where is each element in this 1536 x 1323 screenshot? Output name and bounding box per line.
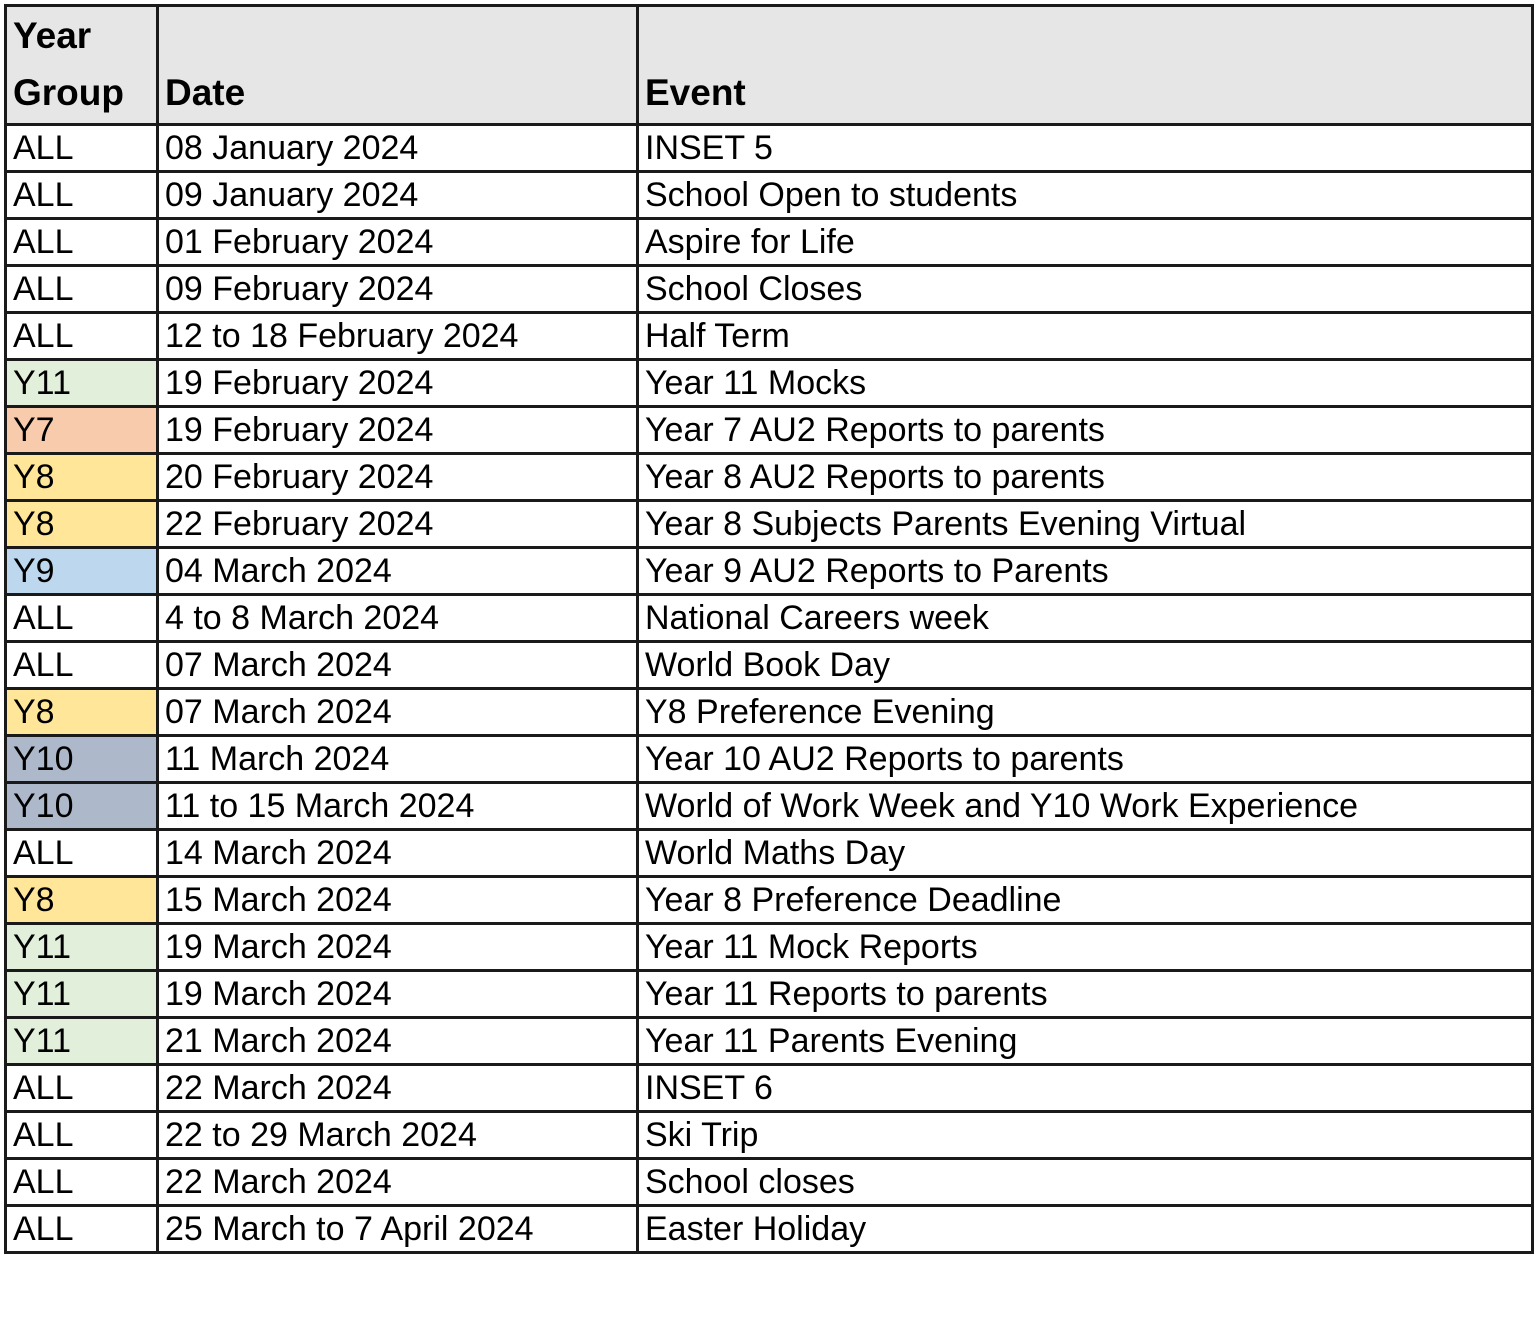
- table-row: [6, 172, 1533, 219]
- table-row: [6, 830, 1533, 877]
- date-cell: 19 March 2024: [158, 924, 638, 971]
- event-cell: School Open to students: [638, 172, 1533, 219]
- date-cell: 11 March 2024: [158, 736, 638, 783]
- year-group-cell: Y10: [6, 783, 158, 830]
- date-cell: 21 March 2024: [158, 1018, 638, 1065]
- event-cell: Year 8 AU2 Reports to parents: [638, 454, 1533, 501]
- event-cell: INSET 6: [638, 1065, 1533, 1112]
- event-cell: Year 8 Subjects Parents Evening Virtual: [638, 501, 1533, 548]
- table-row: [6, 1065, 1533, 1112]
- event-cell: Aspire for Life: [638, 219, 1533, 266]
- year-group-cell: Y7: [6, 407, 158, 454]
- event-cell: Year 10 AU2 Reports to parents: [638, 736, 1533, 783]
- events-table: [4, 4, 1534, 1254]
- header-event: Event: [638, 6, 1533, 125]
- table-row: [6, 1159, 1533, 1206]
- date-cell: 22 March 2024: [158, 1159, 638, 1206]
- event-cell: School Closes: [638, 266, 1533, 313]
- event-cell: World Maths Day: [638, 830, 1533, 877]
- header-year-group: [6, 6, 158, 125]
- table-row: [6, 125, 1533, 172]
- event-cell: Year 7 AU2 Reports to parents: [638, 407, 1533, 454]
- date-cell: 19 February 2024: [158, 407, 638, 454]
- event-cell: National Careers week: [638, 595, 1533, 642]
- event-cell: World of Work Week and Y10 Work Experience: [638, 783, 1533, 830]
- date-cell: 07 March 2024: [158, 689, 638, 736]
- year-group-cell: ALL: [6, 219, 158, 266]
- year-group-cell: ALL: [6, 1065, 158, 1112]
- date-cell: 14 March 2024: [158, 830, 638, 877]
- event-cell: Year 9 AU2 Reports to Parents: [638, 548, 1533, 595]
- year-group-cell: ALL: [6, 595, 158, 642]
- date-cell: 19 March 2024: [158, 971, 638, 1018]
- table-row: [6, 1206, 1533, 1253]
- table-row: [6, 407, 1533, 454]
- date-cell: 22 to 29 March 2024: [158, 1112, 638, 1159]
- date-cell: 09 February 2024: [158, 266, 638, 313]
- table-row: [6, 266, 1533, 313]
- year-group-cell: Y8: [6, 689, 158, 736]
- year-group-cell: ALL: [6, 830, 158, 877]
- table-row: [6, 924, 1533, 971]
- year-group-cell: ALL: [6, 1206, 158, 1253]
- date-cell: 09 January 2024: [158, 172, 638, 219]
- year-group-cell: Y11: [6, 924, 158, 971]
- table-row: [6, 689, 1533, 736]
- table-row: [6, 971, 1533, 1018]
- event-cell: Year 11 Parents Evening: [638, 1018, 1533, 1065]
- year-group-cell: ALL: [6, 1112, 158, 1159]
- event-cell: Year 11 Reports to parents: [638, 971, 1533, 1018]
- header-date: Date: [158, 6, 638, 125]
- year-group-cell: Y11: [6, 1018, 158, 1065]
- year-group-cell: Y8: [6, 501, 158, 548]
- date-cell: 04 March 2024: [158, 548, 638, 595]
- year-group-cell: ALL: [6, 266, 158, 313]
- year-group-cell: Y11: [6, 971, 158, 1018]
- table-row: [6, 501, 1533, 548]
- event-cell: Year 11 Mock Reports: [638, 924, 1533, 971]
- date-cell: 08 January 2024: [158, 125, 638, 172]
- date-cell: 12 to 18 February 2024: [158, 313, 638, 360]
- table-row: [6, 783, 1533, 830]
- table-body: [6, 125, 1533, 1253]
- event-cell: Y8 Preference Evening: [638, 689, 1533, 736]
- header-year-group-line2: Group: [13, 72, 124, 113]
- date-cell: 22 February 2024: [158, 501, 638, 548]
- year-group-cell: Y10: [6, 736, 158, 783]
- table-row: [6, 595, 1533, 642]
- event-cell: World Book Day: [638, 642, 1533, 689]
- date-cell: 01 February 2024: [158, 219, 638, 266]
- table-row: [6, 1112, 1533, 1159]
- year-group-cell: Y8: [6, 877, 158, 924]
- table-row: [6, 360, 1533, 407]
- event-cell: Year 11 Mocks: [638, 360, 1533, 407]
- event-cell: Easter Holiday: [638, 1206, 1533, 1253]
- date-cell: 4 to 8 March 2024: [158, 595, 638, 642]
- header-year-group-line1: Year: [13, 15, 92, 56]
- table-row: [6, 454, 1533, 501]
- year-group-cell: ALL: [6, 642, 158, 689]
- table-row: [6, 877, 1533, 924]
- header-row: [6, 6, 1533, 125]
- date-cell: 25 March to 7 April 2024: [158, 1206, 638, 1253]
- date-cell: 22 March 2024: [158, 1065, 638, 1112]
- year-group-cell: ALL: [6, 1159, 158, 1206]
- year-group-cell: ALL: [6, 125, 158, 172]
- table-row: [6, 1018, 1533, 1065]
- date-cell: 19 February 2024: [158, 360, 638, 407]
- year-group-cell: Y9: [6, 548, 158, 595]
- table-row: [6, 548, 1533, 595]
- event-cell: Year 8 Preference Deadline: [638, 877, 1533, 924]
- table-row: [6, 313, 1533, 360]
- event-cell: INSET 5: [638, 125, 1533, 172]
- table-row: [6, 736, 1533, 783]
- event-cell: School closes: [638, 1159, 1533, 1206]
- date-cell: 07 March 2024: [158, 642, 638, 689]
- table-header: [6, 6, 1533, 125]
- table-row: [6, 219, 1533, 266]
- events-sheet: [4, 4, 1531, 1254]
- year-group-cell: ALL: [6, 313, 158, 360]
- table-row: [6, 642, 1533, 689]
- event-cell: Half Term: [638, 313, 1533, 360]
- date-cell: 20 February 2024: [158, 454, 638, 501]
- year-group-cell: Y8: [6, 454, 158, 501]
- year-group-cell: Y11: [6, 360, 158, 407]
- event-cell: Ski Trip: [638, 1112, 1533, 1159]
- year-group-cell: ALL: [6, 172, 158, 219]
- date-cell: 15 March 2024: [158, 877, 638, 924]
- date-cell: 11 to 15 March 2024: [158, 783, 638, 830]
